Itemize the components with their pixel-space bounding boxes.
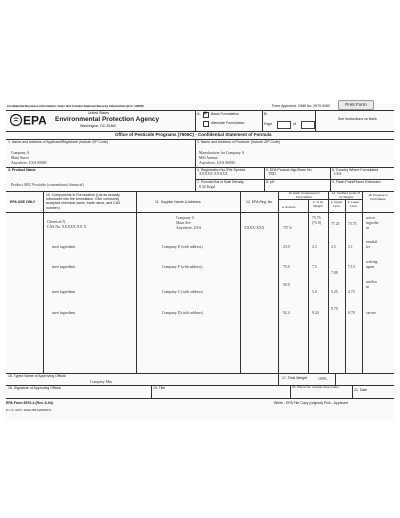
of-label: of — [293, 122, 296, 126]
field5-label: 5. EPA Product Mgr/Team No. — [266, 168, 313, 172]
percent-weight[interactable]: 5.0 — [312, 290, 317, 294]
col11-header: 11. Supplier Name & Address — [155, 200, 201, 204]
field9-label: 9. Flash Point/Flame Extension — [332, 180, 381, 184]
field4-label: 4. Registration No./File Symbol — [197, 168, 246, 172]
field21-label: 21. Date — [354, 388, 368, 392]
lower-limit[interactable]: 7.13 — [348, 265, 355, 269]
percent-weight[interactable]: 75.76 — [312, 216, 321, 220]
percent-weight-note[interactable]: (75.0) — [312, 221, 322, 225]
component-name[interactable]: Chemical X — [47, 220, 66, 224]
supplier-name[interactable]: Company F (with address) — [162, 265, 203, 269]
col12-header: 12. EPA Reg. No. — [246, 200, 274, 204]
purpose-line1[interactable]: carrier — [366, 311, 376, 315]
field18-label: 18. Signature of Approving Official — [8, 386, 61, 390]
upper-limit[interactable]: 2.5 — [331, 245, 336, 249]
lower-limit[interactable]: 4.75 — [348, 290, 355, 294]
upper-limit[interactable]: 77.25 — [331, 222, 340, 226]
upper-limit[interactable]: 5.25 — [331, 290, 338, 294]
print-form-button[interactable]: Print Form — [338, 100, 374, 110]
supplier-name[interactable]: Company D (with address) — [162, 311, 204, 315]
agency-name: Environmental Protection Agency — [55, 116, 160, 123]
percent-weight[interactable]: 9.24 — [312, 311, 319, 315]
section-b: B. — [264, 111, 268, 116]
purpose-line1[interactable]: emulsif — [366, 240, 378, 244]
copy-distribution: White - EPA File Copy (original) Pink - Applicant — [274, 401, 349, 405]
col13a-header: a. Amount — [282, 205, 296, 209]
field8-label: 8. pH — [266, 180, 275, 184]
component-name[interactable]: inert ingredient — [52, 290, 76, 294]
producer-line1[interactable]: Manufacturer for Company A — [199, 151, 245, 155]
form-approval: Form Approved. OMB No. 2070-0060 — [272, 104, 330, 108]
epa-use-only: EPA USE ONLY — [10, 200, 36, 204]
total-weight[interactable]: 100% — [318, 377, 327, 381]
amount[interactable]: 50.0 — [283, 283, 290, 287]
col15-header: 15. Purpose in Formulation — [368, 193, 388, 201]
field17-label: 17. Total Weight — [282, 376, 307, 380]
applicant-line2[interactable]: Main Street — [11, 156, 29, 160]
field3-label: 3. Product Name — [8, 168, 36, 172]
purpose-line1[interactable]: wetting — [366, 260, 378, 264]
lower-limit[interactable]: 2.1 — [348, 245, 353, 249]
approving-official-name[interactable]: Company Min — [90, 380, 113, 384]
field1-label: 1. Name and Address of Applicant/Registrant (Include ZIP Code) — [8, 140, 108, 144]
col13-header: 13. Each Component in Formulation — [288, 191, 320, 199]
field19-label: 19. Title — [153, 386, 166, 390]
alternate-formulation-label: Alternate Formulation — [211, 121, 245, 125]
page-number-field[interactable] — [277, 121, 291, 129]
field16-label: 16. Typed Name of Approving Official — [8, 374, 66, 378]
purpose-line2[interactable]: ingredie — [366, 221, 379, 225]
amount[interactable]: 757.6 — [283, 226, 292, 230]
registration-number[interactable]: XXXXX-XXXXX — [199, 172, 228, 176]
epa-reg-no[interactable]: XXXX-XXX — [244, 226, 265, 230]
epa-logo-icon — [10, 113, 46, 127]
gpo-notice: # U.S. GPO: 1994-383-529/80474 — [6, 408, 52, 412]
purpose-line2[interactable]: ier — [366, 245, 371, 249]
purpose-line1[interactable]: active — [366, 216, 376, 220]
col14b-header: b. Lower Limit — [347, 200, 360, 208]
percent-weight[interactable]: 2.3 — [312, 245, 317, 249]
component-name[interactable]: inert ingredient — [52, 311, 76, 315]
applicant-line3[interactable]: Anywhere, USA 00000 — [11, 161, 47, 165]
upper-limit[interactable]: 7.88 — [331, 271, 338, 275]
product-manager[interactable]: TBD — [268, 172, 276, 176]
supplier-line1[interactable]: Company G — [176, 216, 195, 220]
purpose-line3[interactable]: nt — [366, 226, 369, 230]
col14-header: 14. Certified Limits % by Weight — [331, 191, 361, 199]
bulk-density[interactable]: 8.44 lb/gal — [199, 185, 216, 189]
form-number: EPA Form 8570-4 (Rev. 8-94) — [6, 401, 53, 405]
alternate-formulation-checkbox[interactable] — [203, 121, 209, 127]
product-name[interactable]: Product ABC Pesticide (conventional chemical) — [11, 183, 84, 187]
supplier-name[interactable]: Company E (with address) — [162, 245, 203, 249]
purpose-line2[interactable]: agent — [366, 265, 375, 269]
percent-weight[interactable]: 7.5 — [312, 265, 317, 269]
field7-label: 7. Pounds/Gal or Bulk Density — [197, 180, 244, 184]
field20-label: 20. Phone No. (Include Area Code) — [292, 385, 339, 389]
lower-limit[interactable]: 8.78 — [348, 311, 355, 315]
page-label: Page — [264, 122, 273, 126]
checkmark-icon: × — [203, 111, 208, 117]
lower-limit[interactable]: 73.75 — [348, 222, 357, 226]
col10-header: 10. Components in Formulation (List as actually introduced into the formulation. Give commonly accepted chemical name, trade name, and CAS number.) — [46, 193, 121, 210]
supplier-name[interactable]: Company C (with address) — [162, 290, 203, 294]
component-name[interactable]: inert ingredient — [52, 245, 76, 249]
amount[interactable]: 75.0 — [283, 265, 290, 269]
amount[interactable]: 23.0 — [283, 245, 290, 249]
svg-text:EPA: EPA — [23, 113, 46, 127]
amount[interactable]: 92.4 — [283, 311, 290, 315]
purpose-line2[interactable]: m — [366, 285, 369, 289]
applicant-line1[interactable]: Company A — [11, 151, 30, 155]
col13b-header: b. % by Weight — [312, 200, 323, 208]
confidential-notice: Confidential Business Information: Does Not Contain National Security Information (E.O. 12065) — [7, 104, 144, 108]
basic-formulation-label: Basic Formulation — [211, 112, 240, 116]
field6-label: 6. Country Where Formulated — [332, 168, 379, 172]
col14a-header: a. Upper Limit — [330, 200, 343, 208]
united-states: United States — [88, 111, 110, 115]
see-instructions: See Instructions on Back — [338, 117, 377, 121]
producer-line2[interactable]: Mill Avenue — [199, 156, 218, 160]
producer-line3[interactable]: Anywhere, USA 00000 — [199, 161, 235, 165]
supplier-line2[interactable]: Main Ave — [176, 221, 191, 225]
component-name[interactable]: inert ingredient — [52, 265, 76, 269]
component-cas[interactable]: CAS No. XXXXX-XX-X — [47, 225, 87, 229]
section-a: A. — [197, 111, 201, 116]
supplier-line3[interactable]: Anywhere, USA — [176, 226, 202, 230]
form-title: Office of Pesticide Programs (7505C) - Confidential Statement of Formula — [115, 132, 272, 137]
upper-limit[interactable]: 9.70 — [331, 307, 338, 311]
field2-label: 2. Name and Address of Producer (Include ZIP Code) — [197, 140, 281, 144]
country-formulated[interactable]: USA — [334, 172, 342, 176]
purpose-line1[interactable]: antifoa — [366, 280, 377, 284]
page-total-field[interactable] — [301, 121, 315, 129]
agency-city: Washington, DC 20460 — [80, 124, 117, 128]
